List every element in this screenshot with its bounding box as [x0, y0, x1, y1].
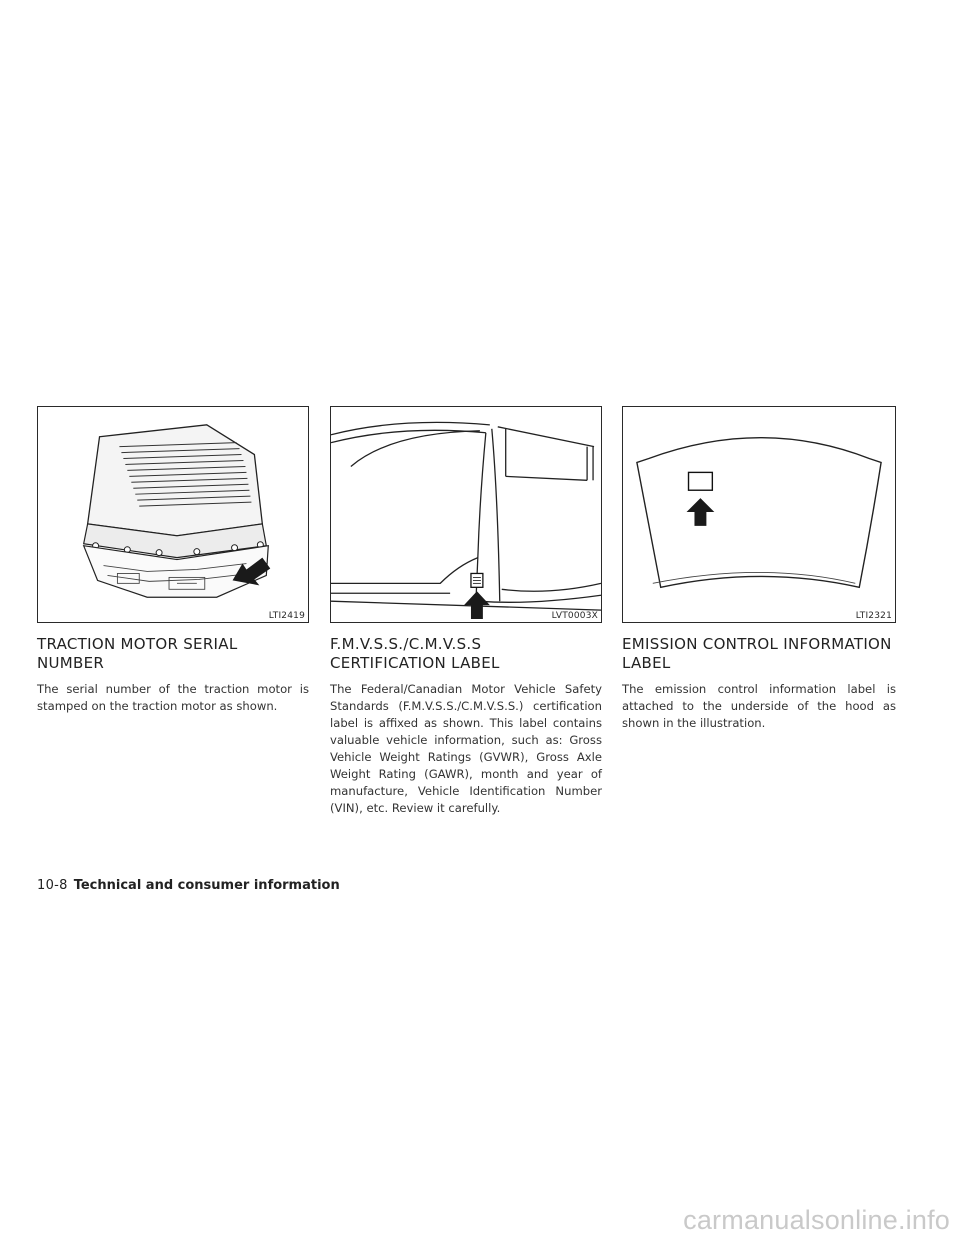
section-heading: TRACTION MOTOR SERIAL NUMBER: [37, 635, 238, 672]
section-body: The emission control information label is attached to the underside of the hood as shown in the illustration.: [622, 682, 896, 730]
traction-motor-illustration: [37, 406, 309, 623]
figure-code: LTI2321: [855, 611, 892, 621]
watermark: carmanualsonline.info: [683, 1205, 950, 1235]
section-traction-motor: [37, 406, 309, 715]
door-pillar-drawing: [331, 407, 601, 622]
section-heading: F.M.V.S.S./C.M.V.S.S CERTIFICATION LABEL: [330, 635, 500, 672]
door-pillar-illustration: [330, 406, 602, 623]
traction-motor-drawing: [38, 407, 308, 622]
figure-code: LTI2419: [268, 611, 305, 621]
section-body: The serial number of the traction motor is stamped on the traction motor as shown.: [37, 682, 309, 713]
section-emission-label: [622, 406, 896, 732]
section-body: The Federal/Canadian Motor Vehicle Safety Standards (F.M.V.S.S./C.M.V.S.S.) certification label is affixed as shown. This label contains valuable vehicle information, such as: Gross Vehicle Weight Ratings (GVWR), Gross Axle Weight Rating (GAWR), month and year of manufacture, Vehicle Identification Number (VIN), etc. Review it carefully.: [330, 682, 602, 815]
section-certification-label: [330, 406, 602, 817]
footer-section-title: Technical and consumer information: [73, 878, 340, 893]
hood-drawing: [623, 407, 895, 622]
page-number: 10-8: [37, 878, 68, 893]
figure-code: LVT0003X: [551, 611, 598, 621]
hood-illustration: [622, 406, 896, 623]
section-heading: EMISSION CONTROL INFORMATION LABEL: [622, 635, 892, 672]
page-footer: [37, 878, 340, 893]
